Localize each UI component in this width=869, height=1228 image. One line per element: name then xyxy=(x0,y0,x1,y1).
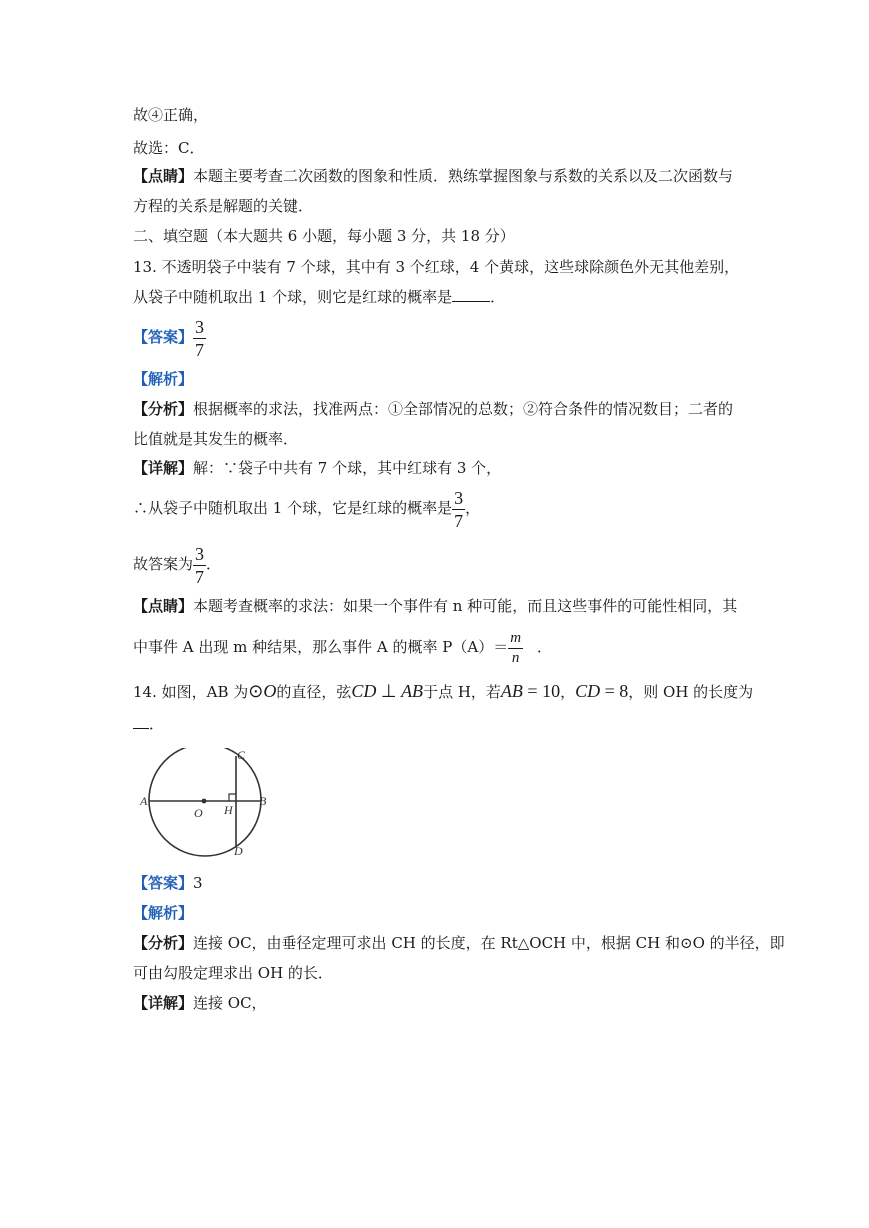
dianjing-13-line-2 xyxy=(133,626,552,668)
fraction-numerator: 3 xyxy=(454,487,464,508)
final-answer-fraction xyxy=(193,545,206,586)
xiangjie-tag: 【详解】 xyxy=(133,459,194,477)
label-C: C xyxy=(237,748,246,762)
punct: ． xyxy=(206,555,222,573)
final-answer-text: 故答案为 xyxy=(133,555,194,573)
punct: ． xyxy=(149,715,165,733)
fenxi-14-line-1 xyxy=(133,933,785,953)
answer-14 xyxy=(133,873,203,893)
answer-13-fraction xyxy=(193,318,206,359)
fenxi-tag: 【分析】 xyxy=(133,934,194,952)
q14-text: 的直径，弦 xyxy=(276,683,352,701)
q14-text: 于点 H，若 xyxy=(423,683,501,701)
math-AB: AB xyxy=(401,681,424,701)
xiangjie-13-line-2 xyxy=(133,487,480,530)
math-CD: CD xyxy=(351,681,377,701)
answer-tag: 【答案】 xyxy=(133,874,194,892)
label-H: H xyxy=(224,803,233,817)
dianjing-tag: 【点睛】 xyxy=(133,597,194,615)
fenxi-text: 连接 OC，由垂径定理可求出 CH 的长度，在 Rt△OCH 中，根据 CH 和⊙O 的半径，即 xyxy=(193,934,785,952)
xiangjie-13-line-3 xyxy=(133,543,221,586)
m-over-n-fraction xyxy=(508,631,523,666)
label-O: O xyxy=(194,806,203,820)
label-B: B xyxy=(259,794,267,808)
circle-symbol: ⊙ xyxy=(248,681,264,701)
xiangjie-tag: 【详解】 xyxy=(133,994,194,1012)
math-O: O xyxy=(263,681,277,701)
punct: ， xyxy=(560,683,576,701)
label-D: D xyxy=(234,844,243,858)
math-AB: AB xyxy=(500,681,523,701)
xiangjie-text: 连接 OC， xyxy=(193,994,267,1012)
line-comment-2: 方程的关系是解题的关键． xyxy=(133,197,314,215)
question-13-end: ． xyxy=(490,288,506,306)
line-conclusion-4: 故④正确， xyxy=(133,106,209,124)
dianjing-text-2: 中事件 A 出现 m 种结果，那么事件 A 的概率 P（A）＝ xyxy=(133,638,509,656)
dianjing-text: 本题考查概率的求法：如果一个事件有 n 种可能，而且这些事件的可能性相同，其 xyxy=(193,597,738,615)
answer-14-value: 3 xyxy=(193,874,203,892)
analysis-tag-13: 【解析】 xyxy=(133,370,194,388)
comment-text: 本题主要考查二次函数的图象和性质．熟练掌握图象与系数的关系以及二次函数与 xyxy=(193,167,734,185)
answer-tag: 【答案】 xyxy=(133,328,194,346)
q14-text: ，则 OH 的长度为 xyxy=(628,683,754,701)
fraction-denominator: 7 xyxy=(195,339,205,360)
xiangjie-14-line-1 xyxy=(133,993,267,1013)
fenxi-13-line-1 xyxy=(133,399,733,419)
fraction-numerator: 3 xyxy=(195,316,205,337)
q14-text: 14. 如图，AB 为 xyxy=(133,683,249,701)
fenxi-14-line-2: 可由勾股定理求出 OH 的长． xyxy=(133,964,333,982)
fraction-numerator: m xyxy=(510,629,522,646)
math-perp: ⊥ xyxy=(376,681,402,701)
answer-13 xyxy=(133,316,206,359)
fraction-denominator: 7 xyxy=(195,566,205,587)
fraction-denominator: 7 xyxy=(454,510,464,531)
circle-diagram xyxy=(138,748,278,860)
math-CD: CD xyxy=(575,681,601,701)
question-14-line-1 xyxy=(133,681,753,702)
fenxi-tag: 【分析】 xyxy=(133,400,194,418)
punct: ， xyxy=(465,499,481,517)
answer-blank xyxy=(133,714,149,729)
comment-tag: 【点睛】 xyxy=(133,167,194,185)
fraction-denominator: n xyxy=(508,648,523,666)
question-13-text: 从袋子中随机取出 1 个球，则它是红球的概率是 xyxy=(133,288,453,306)
xiangjie-13-line-1 xyxy=(133,458,501,478)
section-heading: 二、填空题（本大题共 6 小题，每小题 3 分，共 18 分） xyxy=(133,227,515,245)
math-eq: = 10 xyxy=(522,681,561,701)
question-13-line-2 xyxy=(133,287,505,307)
center-point xyxy=(202,799,207,804)
line-choice: 故选：C． xyxy=(133,139,205,157)
answer-blank xyxy=(452,287,490,302)
label-A: A xyxy=(140,794,148,808)
fenxi-13-line-2: 比值就是其发生的概率． xyxy=(133,430,299,448)
xiangjie-text: 解：∵袋子中共有 7 个球，其中红球有 3 个， xyxy=(193,459,502,477)
probability-fraction xyxy=(452,489,465,530)
math-eq: = 8 xyxy=(600,681,629,701)
dianjing-13-line-1 xyxy=(133,596,737,616)
punct: ． xyxy=(537,638,553,656)
right-angle-mark xyxy=(229,794,236,801)
xiangjie-text-2: ∴从袋子中随机取出 1 个球，它是红球的概率是 xyxy=(133,499,453,517)
question-13-line-1: 13. 不透明袋子中装有 7 个球，其中有 3 个红球，4 个黄球，这些球除颜色外无其他差别， xyxy=(133,258,740,276)
line-comment-1 xyxy=(133,166,733,186)
fraction-numerator: 3 xyxy=(195,543,205,564)
question-14-line-2 xyxy=(133,714,164,734)
fenxi-text: 根据概率的求法，找准两点：①全部情况的总数；②符合条件的情况数目；二者的 xyxy=(193,400,734,418)
analysis-tag-14: 【解析】 xyxy=(133,904,194,922)
